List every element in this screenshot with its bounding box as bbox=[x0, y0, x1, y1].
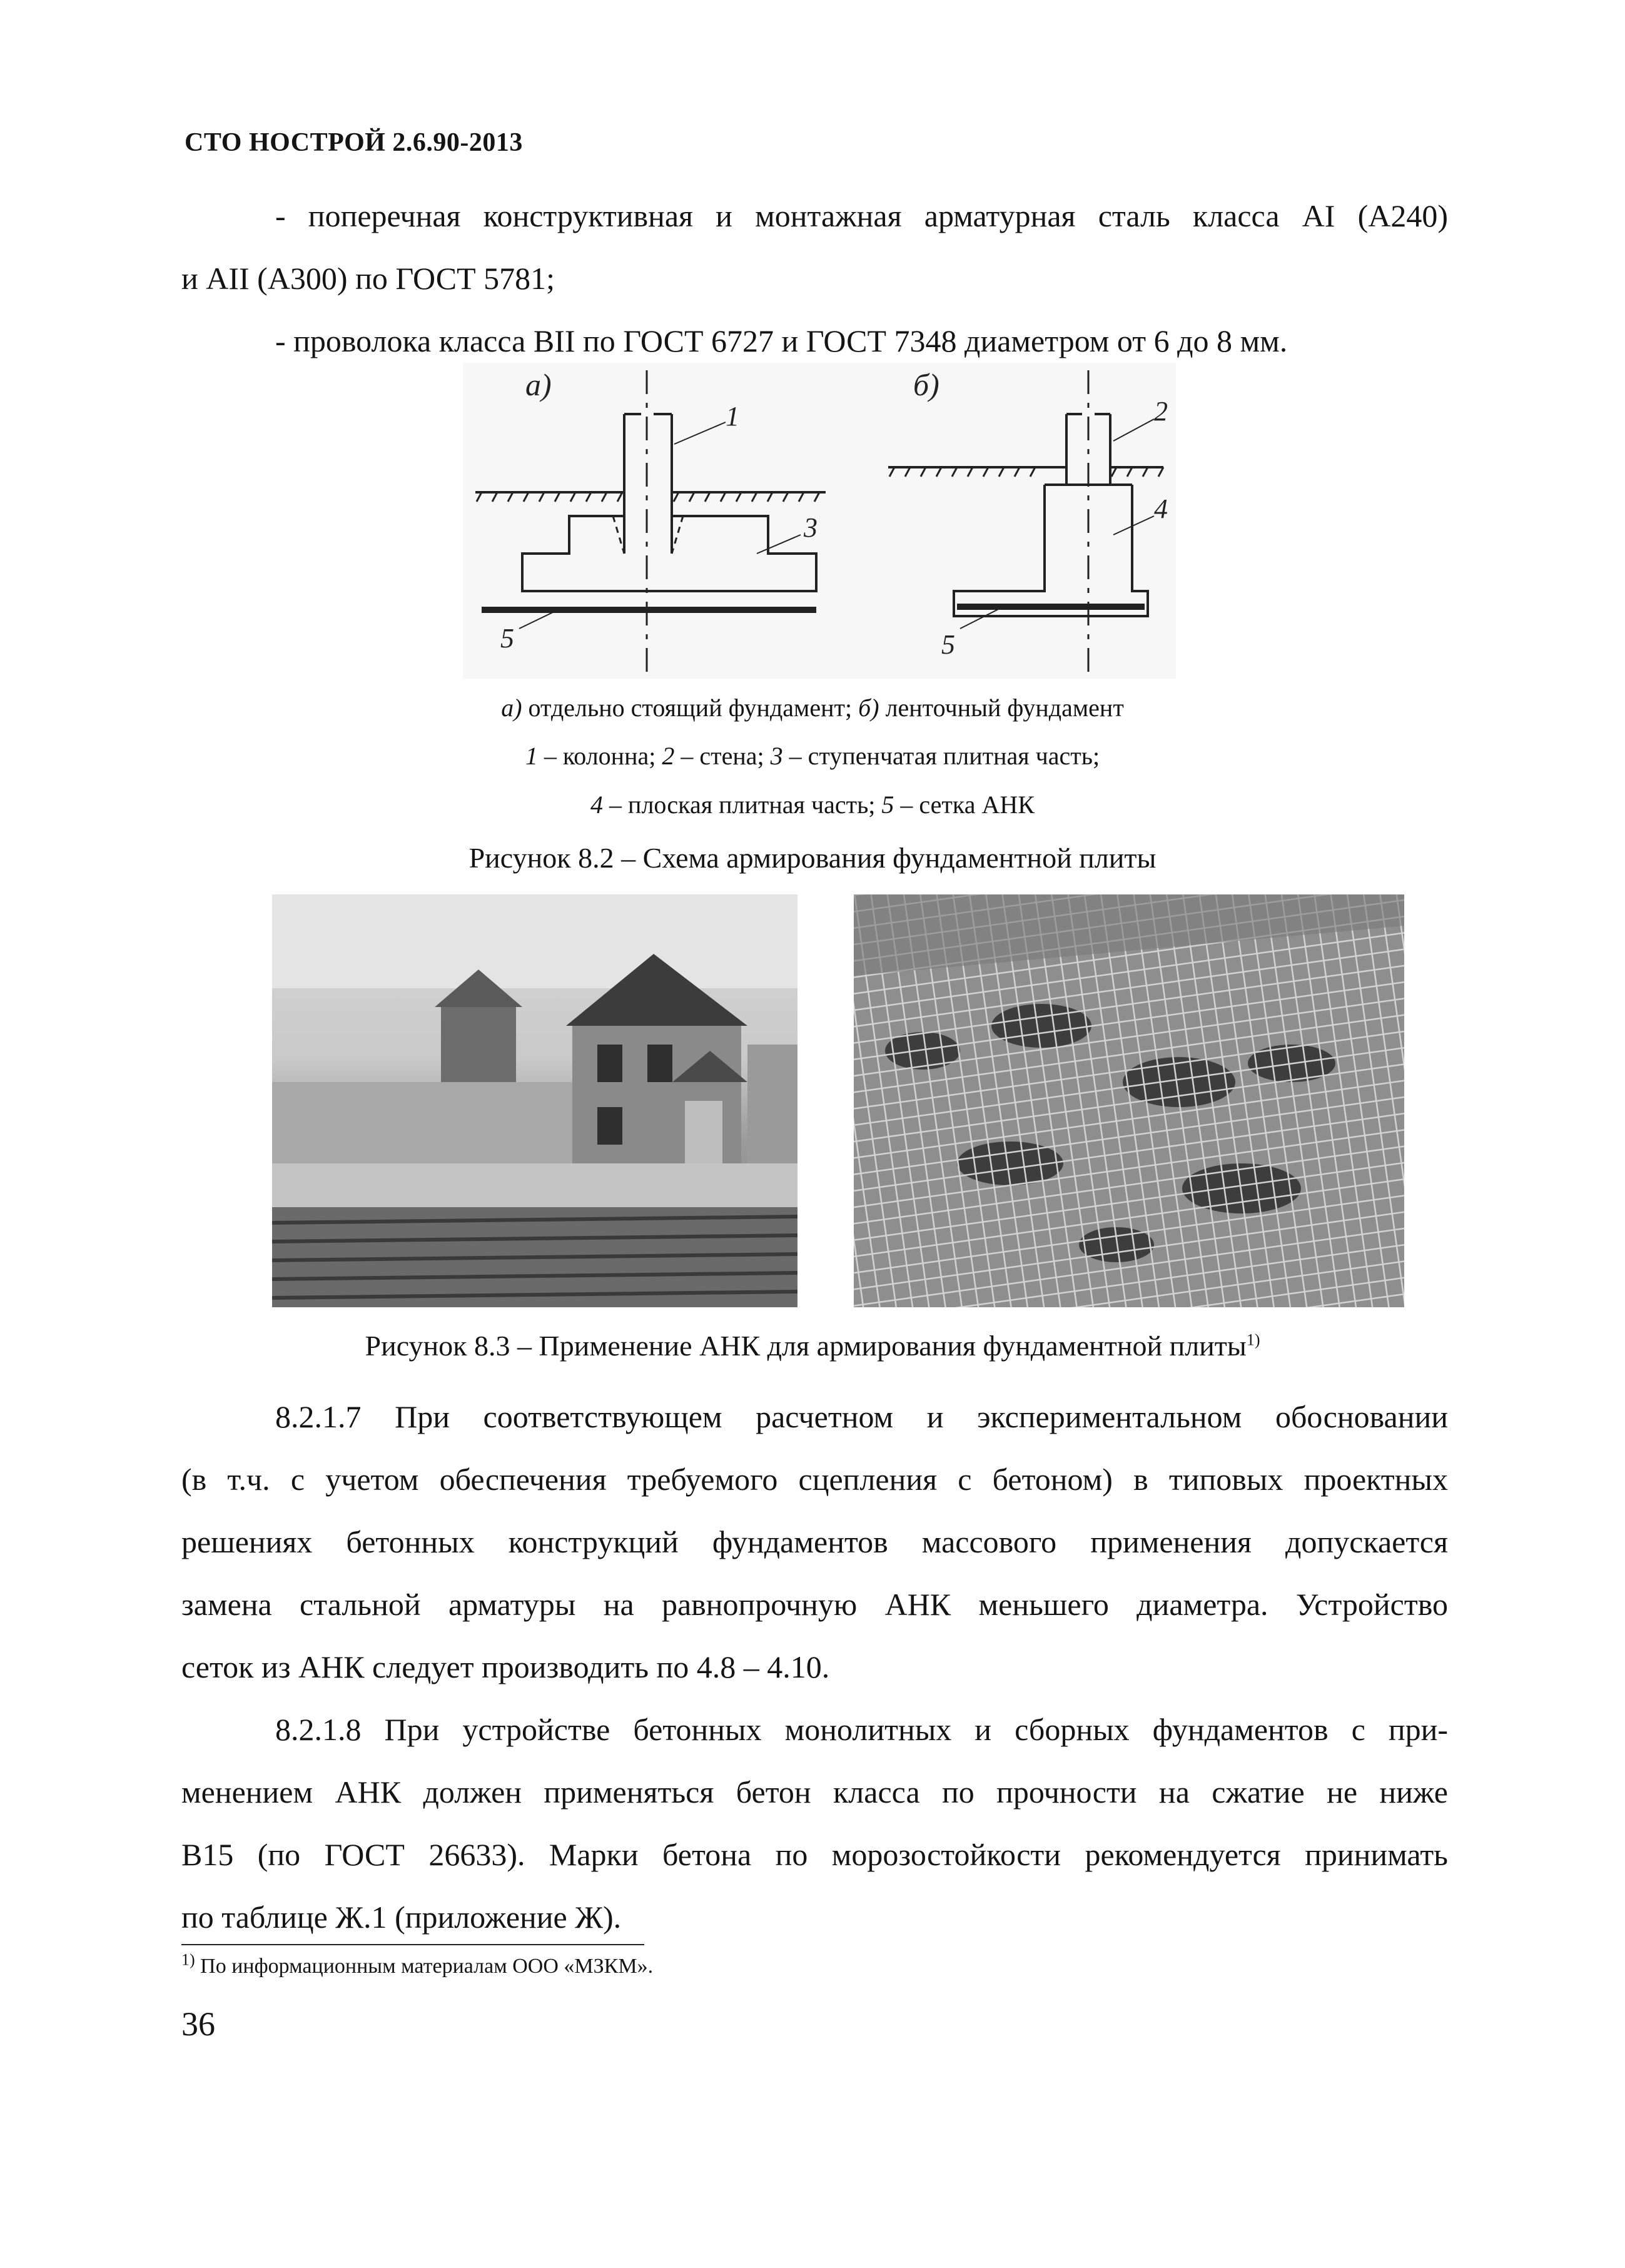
anc-mesh-photo bbox=[854, 894, 1404, 1307]
legend-text-4: – плоская плитная часть; bbox=[603, 791, 882, 819]
diagram-label-b: б) bbox=[913, 367, 939, 402]
document-header: СТО НОСТРОЙ 2.6.90-2013 bbox=[185, 128, 523, 157]
legend-text-3: – ступенчатая плитная часть; bbox=[782, 742, 1100, 770]
legend-num-3: 3 bbox=[770, 742, 783, 770]
figure-8-2-title: Рисунок 8.2 – Схема армирования фундаментной плиты bbox=[468, 842, 1157, 874]
legend-text-1: – колонна; bbox=[537, 742, 662, 770]
legend-b-text: ленточный фундамент bbox=[879, 694, 1124, 722]
intro-line-3: - проволока класса BII по ГОСТ 6727 и ГОСТ 7348 диаметром от 6 до 8 мм. bbox=[275, 323, 1288, 358]
callout-4: 4 bbox=[1154, 494, 1168, 524]
legend-text-2: – стена; bbox=[674, 742, 771, 770]
callout-5b: 5 bbox=[941, 629, 955, 660]
p7-line-2: (в т.ч. с учетом обеспечения требуемого сцепления с бетоном) в типовых проектных bbox=[181, 1462, 1448, 1497]
footnote-separator bbox=[181, 1944, 644, 1945]
callout-2: 2 bbox=[1154, 396, 1168, 427]
legend-num-5: 5 bbox=[881, 791, 894, 819]
callout-1: 1 bbox=[726, 401, 739, 432]
callout-3: 3 bbox=[804, 512, 818, 543]
p8-line-2: менением АНК должен применяться бетон класса по прочности на сжатие не ниже bbox=[181, 1774, 1448, 1810]
legend-b-label: б) bbox=[858, 694, 879, 722]
legend-a-label: а) bbox=[501, 694, 522, 722]
p7-line-3: решениях бетонных конструкций фундаментов массового применения допускается bbox=[181, 1524, 1448, 1559]
legend-text-5: – сетка АНК bbox=[894, 791, 1035, 819]
figure-8-2-legend-line-3 bbox=[0, 790, 1625, 819]
footnote-reference: 1) bbox=[1246, 1330, 1260, 1349]
legend-a-text: отдельно стоящий фундамент; bbox=[522, 694, 859, 722]
figure-8-3-title-text: Рисунок 8.3 – Применение АНК для армирования фундаментной плиты bbox=[365, 1330, 1247, 1362]
p8-line-1: 8.2.1.8 При устройстве бетонных монолитных и сборных фундаментов с при- bbox=[275, 1712, 1448, 1747]
p8-line-4: по таблице Ж.1 (приложение Ж). bbox=[181, 1900, 622, 1935]
construction-site-photo bbox=[272, 894, 797, 1307]
figure-8-2-legend-line-2 bbox=[0, 741, 1625, 771]
legend-num-4: 4 bbox=[590, 791, 604, 819]
callout-5a: 5 bbox=[500, 623, 514, 654]
p7-line-1: 8.2.1.7 При соответствующем расчетном и экспериментальном обосновании bbox=[275, 1399, 1448, 1434]
figure-8-3-title bbox=[0, 1329, 1625, 1362]
house-illustration bbox=[272, 894, 797, 1307]
legend-num-1: 1 bbox=[525, 742, 538, 770]
footnote-mark: 1) bbox=[181, 1950, 195, 1969]
p7-line-5: сеток из АНК следует производить по 4.8 – 4.10. bbox=[181, 1649, 830, 1684]
legend-num-2: 2 bbox=[662, 742, 675, 770]
intro-line-2: и AII (A300) по ГОСТ 5781; bbox=[181, 261, 555, 296]
footnote bbox=[181, 1950, 654, 1978]
mesh-illustration bbox=[854, 894, 1404, 1307]
footnote-text: По информационным материалам ООО «МЗКМ». bbox=[195, 1955, 654, 1978]
p7-line-4: замена стальной арматуры на равнопрочную АНК меньшего диаметра. Устройство bbox=[181, 1587, 1448, 1622]
figure-8-2-legend-line-1 bbox=[0, 693, 1625, 722]
foundation-reinforcement-diagram bbox=[463, 363, 1176, 679]
p8-line-3: B15 (по ГОСТ 26633). Марки бетона по морозостойкости рекомендуется принимать bbox=[181, 1837, 1448, 1872]
diagram-label-a: а) bbox=[525, 367, 552, 402]
intro-line-1: - поперечная конструктивная и монтажная арматурная сталь класса AI (A240) bbox=[275, 198, 1448, 233]
page-number: 36 bbox=[181, 2005, 215, 2043]
